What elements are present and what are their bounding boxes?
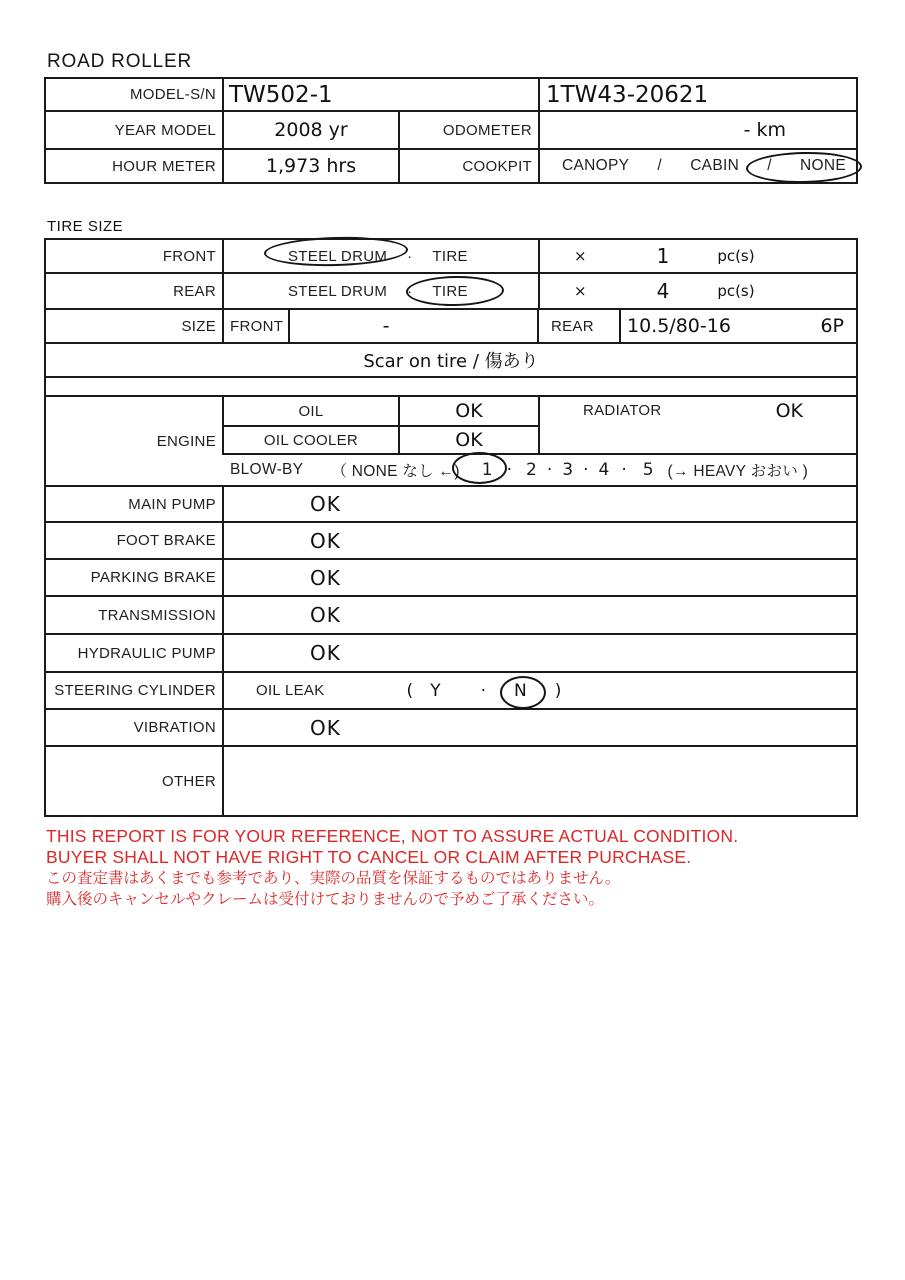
front-unit: pc(s) bbox=[717, 247, 755, 265]
main-pump-label-cell bbox=[46, 487, 222, 521]
engine-row bbox=[46, 397, 856, 485]
vibration-row bbox=[46, 708, 856, 745]
paren-open: ( bbox=[406, 680, 414, 701]
parking-brake-value-cell bbox=[222, 560, 856, 595]
table-row bbox=[46, 79, 856, 110]
front-label-cell bbox=[46, 240, 222, 272]
size-label-cell bbox=[46, 310, 222, 342]
separator: / bbox=[767, 157, 772, 174]
size-rear-label-cell bbox=[537, 310, 619, 342]
transmission-value-cell bbox=[222, 597, 856, 633]
separator-dot: · bbox=[407, 282, 413, 300]
disclaimer-line-en-2: BUYER SHALL NOT HAVE RIGHT TO CANCEL OR CLAIM AFTER PURCHASE. bbox=[46, 847, 692, 867]
disclaimer-line-jp-2: 購入後のキャンセルやクレームは受付けておりませんので予めご了承ください。 bbox=[46, 891, 605, 908]
separator-dot: · bbox=[506, 460, 513, 480]
transmission-label: TRANSMISSION bbox=[98, 606, 216, 624]
transmission-row bbox=[46, 595, 856, 633]
cockpit-option-canopy: CANOPY bbox=[562, 157, 630, 174]
radiator-cell bbox=[538, 397, 856, 453]
other-row bbox=[46, 745, 856, 815]
vibration-status: OK bbox=[310, 715, 341, 740]
year-model-label: YEAR MODEL bbox=[114, 121, 216, 139]
hour-meter-value-cell bbox=[222, 150, 398, 182]
serial-value-cell bbox=[538, 79, 856, 110]
engine-top-rows bbox=[222, 397, 856, 453]
table-gap-band bbox=[44, 378, 858, 395]
separator-dot: · bbox=[583, 460, 589, 480]
steering-cylinder-label-cell bbox=[46, 673, 222, 708]
oil-label: OIL bbox=[298, 402, 324, 420]
hour-meter-label: HOUR METER bbox=[112, 157, 216, 175]
radiator-label: RADIATOR bbox=[583, 402, 662, 419]
tire-note-cell bbox=[46, 344, 856, 376]
engine-oil-cooler-row bbox=[222, 425, 538, 453]
tire-note: Scar on tire / 傷あり bbox=[363, 351, 539, 372]
steering-cylinder-row bbox=[46, 671, 856, 708]
oil-cooler-status-cell bbox=[398, 427, 538, 453]
rear-count-cell bbox=[538, 274, 856, 308]
oil-cooler-label: OIL COOLER bbox=[263, 431, 359, 449]
size-rear-ply: 6P bbox=[820, 315, 844, 337]
hydraulic-pump-label-cell bbox=[46, 635, 222, 671]
front-count: 1 bbox=[656, 244, 670, 268]
front-count-cell bbox=[538, 240, 856, 272]
oil-label-cell bbox=[222, 397, 398, 425]
model-value-cell bbox=[222, 79, 538, 110]
tire-note-row bbox=[46, 342, 856, 376]
rear-label: REAR bbox=[173, 282, 216, 300]
hydraulic-pump-label: HYDRAULIC PUMP bbox=[77, 644, 216, 662]
oil-leak-label: OIL LEAK bbox=[256, 682, 325, 699]
engine-label-cell bbox=[46, 397, 222, 485]
foot-brake-value-cell bbox=[222, 523, 856, 558]
page-title: ROAD ROLLER bbox=[47, 51, 193, 72]
rear-unit: pc(s) bbox=[717, 282, 755, 300]
size-front-label-cell bbox=[222, 310, 288, 342]
tire-size-section-title: TIRE SIZE bbox=[47, 218, 124, 235]
other-label-cell bbox=[46, 747, 222, 815]
rear-type-tire: TIRE bbox=[432, 282, 468, 300]
hydraulic-pump-row bbox=[46, 633, 856, 671]
separator-dot: · bbox=[407, 247, 413, 265]
main-pump-value-cell bbox=[222, 487, 856, 521]
tire-front-row bbox=[46, 240, 856, 272]
blowby-level-5: 5 bbox=[642, 460, 654, 480]
odometer-value: - km bbox=[743, 119, 786, 141]
rear-label-cell bbox=[46, 274, 222, 308]
rear-count: 4 bbox=[656, 279, 670, 303]
foot-brake-label-cell bbox=[46, 523, 222, 558]
tire-size-row bbox=[46, 308, 856, 342]
blowby-label: BLOW-BY bbox=[230, 461, 304, 478]
blowby-scale-none: （ NONE なし ←) bbox=[331, 463, 460, 480]
rear-type-steel-drum: STEEL DRUM bbox=[288, 282, 388, 300]
odometer-label-cell bbox=[398, 112, 538, 148]
circle-mark-oil-leak-no bbox=[500, 676, 546, 709]
blowby-level-2: 2 bbox=[526, 460, 537, 480]
oil-status-cell bbox=[398, 397, 538, 425]
size-rear-label: REAR bbox=[551, 317, 594, 335]
multiply-sign: × bbox=[574, 247, 587, 265]
size-rear-value: 10.5/80-16 bbox=[627, 315, 731, 337]
parking-brake-status: OK bbox=[310, 565, 341, 590]
vibration-label-cell bbox=[46, 710, 222, 745]
oil-leak-option-yes: Y bbox=[430, 680, 441, 701]
vibration-label: VIBRATION bbox=[133, 719, 216, 736]
cockpit-label: COOKPIT bbox=[462, 157, 532, 175]
size-front-value-cell bbox=[288, 310, 537, 342]
tire-size-table bbox=[44, 238, 858, 378]
vibration-value-cell bbox=[222, 710, 856, 745]
main-pump-label: MAIN PUMP bbox=[128, 495, 216, 513]
disclaimer-block bbox=[46, 826, 738, 910]
model-sn-label: MODEL-S/N bbox=[129, 86, 216, 103]
engine-left-stack bbox=[222, 397, 538, 453]
parking-brake-label-cell bbox=[46, 560, 222, 595]
oil-status: OK bbox=[455, 400, 483, 422]
serial-value: 1TW43-20621 bbox=[546, 81, 709, 108]
inspection-table bbox=[44, 395, 858, 817]
other-value-cell bbox=[222, 747, 856, 815]
parking-brake-row bbox=[46, 558, 856, 595]
oil-cooler-status: OK bbox=[455, 429, 483, 451]
size-label: SIZE bbox=[181, 317, 216, 335]
disclaimer-line-jp-1: この査定書はあくまでも参考であり、実際の品質を保証するものではありません。 bbox=[46, 870, 621, 887]
parking-brake-label: PARKING BRAKE bbox=[90, 569, 216, 586]
blowby-level-4: 4 bbox=[598, 460, 610, 480]
table-row bbox=[46, 148, 856, 182]
model-value: TW502-1 bbox=[229, 81, 333, 108]
foot-brake-status: OK bbox=[310, 528, 341, 553]
hour-meter-value: 1,973 hrs bbox=[265, 155, 357, 177]
header-table bbox=[44, 77, 858, 184]
year-value-cell bbox=[222, 112, 398, 148]
cockpit-option-none: NONE bbox=[799, 157, 846, 174]
front-type-tire: TIRE bbox=[432, 247, 468, 265]
circle-mark-blowby-level-1 bbox=[452, 452, 507, 484]
transmission-status: OK bbox=[310, 603, 341, 627]
disclaimer-line-en-1: THIS REPORT IS FOR YOUR REFERENCE, NOT TO ASSURE ACTUAL CONDITION. bbox=[46, 826, 739, 846]
table-row bbox=[46, 110, 856, 148]
year-model-value: 2008 yr bbox=[274, 119, 348, 141]
main-pump-status: OK bbox=[310, 492, 341, 516]
model-sn-label-cell bbox=[46, 79, 222, 110]
separator: / bbox=[657, 157, 663, 174]
oil-leak-option-no: N bbox=[513, 680, 527, 701]
size-rear-value-cell bbox=[619, 310, 856, 342]
other-label: OTHER bbox=[162, 772, 216, 790]
size-front-value: - bbox=[382, 315, 390, 337]
separator-dot: · bbox=[546, 460, 553, 480]
year-label-cell bbox=[46, 112, 222, 148]
blowby-row bbox=[222, 453, 856, 485]
engine-label: ENGINE bbox=[156, 432, 216, 450]
front-label: FRONT bbox=[162, 247, 216, 265]
transmission-label-cell bbox=[46, 597, 222, 633]
separator-dot: · bbox=[480, 680, 486, 701]
cockpit-option-cabin: CABIN bbox=[690, 157, 740, 174]
engine-oil-row bbox=[222, 397, 538, 425]
hydraulic-pump-status: OK bbox=[310, 641, 341, 665]
main-pump-row bbox=[46, 485, 856, 521]
foot-brake-label: FOOT BRAKE bbox=[116, 532, 216, 549]
engine-detail-area bbox=[222, 397, 856, 485]
paren-close: ) bbox=[554, 680, 562, 701]
foot-brake-row bbox=[46, 521, 856, 558]
hour-meter-label-cell bbox=[46, 150, 222, 182]
front-type-steel-drum: STEEL DRUM bbox=[288, 247, 388, 265]
blowby-level-3: 3 bbox=[562, 460, 574, 480]
size-front-label: FRONT bbox=[230, 317, 284, 335]
multiply-sign: × bbox=[574, 282, 587, 300]
oil-cooler-label-cell bbox=[222, 427, 398, 453]
cockpit-label-cell bbox=[398, 150, 538, 182]
odometer-label: ODOMETER bbox=[442, 121, 532, 139]
steering-cylinder-label: STEERING CYLINDER bbox=[54, 682, 216, 699]
hydraulic-pump-value-cell bbox=[222, 635, 856, 671]
blowby-scale-heavy: (→ HEAVY おおい ) bbox=[667, 463, 809, 480]
radiator-status: OK bbox=[775, 400, 803, 422]
odometer-value-cell bbox=[538, 112, 856, 148]
separator-dot: · bbox=[621, 460, 627, 480]
blowby-level-1: 1 bbox=[481, 460, 493, 480]
